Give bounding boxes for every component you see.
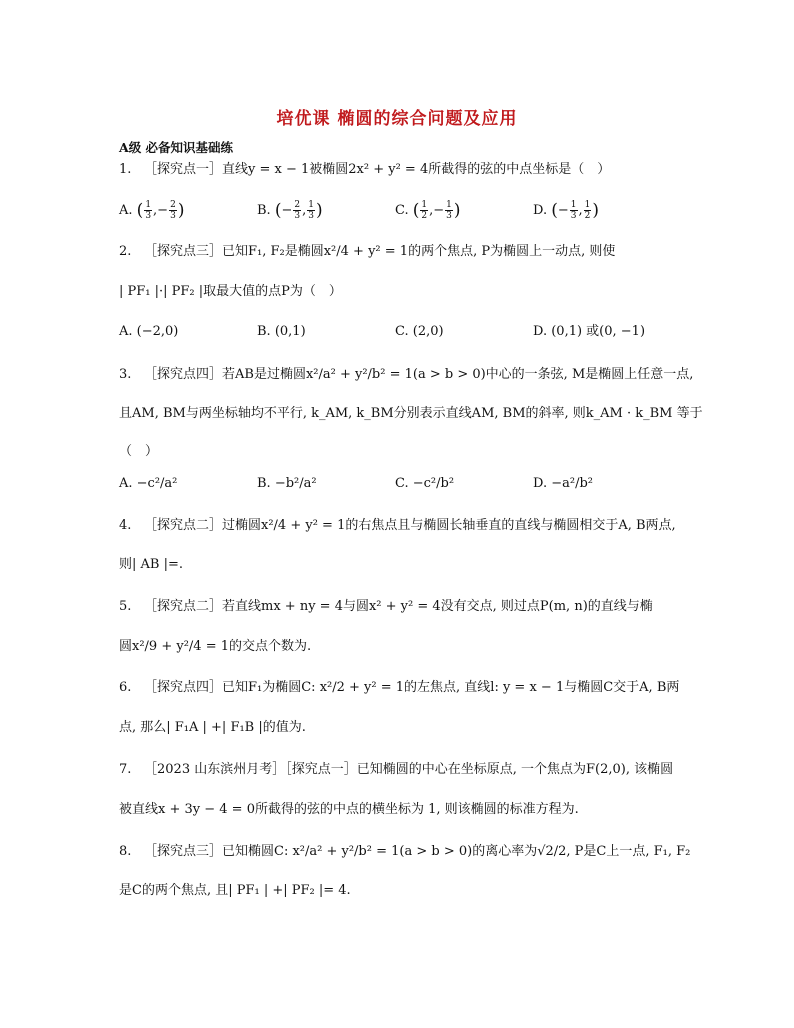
question-text: ［探究点一］直线y = x − 1被椭圆2x² + y² = 4所截得的弦的中点坐标是（ ）: [144, 162, 611, 177]
option-letter: B.: [257, 203, 271, 218]
question-6-stem-cont: 点, 那么| F₁A | +| F₁B |的值为.: [119, 720, 306, 735]
question-number: 8.: [119, 844, 132, 859]
question-number: 5.: [119, 599, 132, 614]
question-text: ［探究点四］已知F₁为椭圆C: x²/2 + y² = 1的左焦点, 直线l: y = x − 1与椭圆C交于A, B两: [144, 680, 680, 695]
q1-option-a: A. ( $\frac{1}{3}$ ,− $\frac{2}{3}$ ): [119, 200, 185, 221]
question-number: 6.: [119, 680, 132, 695]
question-number: 2.: [119, 244, 132, 259]
question-2-stem-cont: | PF₁ |·| PF₂ |取最大值的点P为（ ）: [119, 284, 342, 299]
q3-option-a: A. −c²/a²: [119, 476, 178, 491]
q3-option-c: C. −c²/b²: [395, 476, 455, 491]
question-number: 4.: [119, 518, 132, 533]
question-text: ［探究点四］若AB是过椭圆x²/a² + y²/b² = 1(a > b > 0)中心的一条弦, M是椭圆上任意一点,: [144, 367, 694, 382]
option-letter: C.: [395, 203, 409, 218]
q2-option-d: D. (0,1) 或(0, −1): [533, 324, 646, 339]
question-4-stem-cont: 则| AB |=.: [119, 557, 183, 572]
question-text: ［探究点二］若直线mx + ny = 4与圆x² + y² = 4没有交点, 则过点P(m, n)的直线与椭: [144, 599, 653, 614]
question-4-stem: [119, 516, 676, 536]
question-7-stem: [119, 760, 673, 780]
q3-option-d: D. −a²/b²: [533, 476, 593, 491]
q1-option-b: B. (− $\frac{2}{3}$ , $\frac{1}{3}$ ): [257, 200, 323, 221]
question-text: ［探究点三］已知椭圆C: x²/a² + y²/b² = 1(a > b > 0)的离心率为√2/2, P是C上一点, F₁, F₂: [144, 844, 691, 859]
question-1-stem: [119, 160, 610, 180]
option-letter: A.: [119, 203, 133, 218]
question-number: 1.: [119, 162, 132, 177]
question-2-stem: [119, 242, 615, 262]
question-number: 7.: [119, 762, 132, 777]
q2-option-c: C. (2,0): [395, 324, 444, 339]
question-3-stem-cont: 且AM, BM与两坐标轴均不平行, k_AM, k_BM分别表示直线AM, BM的斜率, 则k_AM · k_BM 等于: [119, 406, 703, 421]
q3-option-b: B. −b²/a²: [257, 476, 317, 491]
question-6-stem: [119, 678, 679, 698]
option-letter: D.: [533, 203, 548, 218]
q1-option-c: C. ( $\frac{1}{2}$ ,− $\frac{1}{3}$ ): [395, 200, 461, 221]
question-8-stem: [119, 842, 690, 862]
q1-option-d: D. (− $\frac{1}{3}$ , $\frac{1}{2}$ ): [533, 200, 600, 221]
question-text: ［2023 山东滨州月考］［探究点一］已知椭圆的中心在坐标原点, 一个焦点为F(2,0), 该椭圆: [144, 762, 674, 777]
question-7-stem-cont: 被直线x + 3y − 4 = 0所截得的弦的中点的横坐标为 1, 则该椭圆的标准方程为.: [119, 802, 579, 817]
question-number: 3.: [119, 367, 132, 382]
q2-option-a: A. (−2,0): [119, 324, 179, 339]
question-3-stem: [119, 365, 693, 385]
question-text: ［探究点三］已知F₁, F₂是椭圆x²/4 + y² = 1的两个焦点, P为椭圆上一动点, 则使: [144, 244, 616, 259]
question-8-stem-cont: 是C的两个焦点, 且| PF₁ | +| PF₂ |= 4.: [119, 883, 351, 898]
q2-option-b: B. (0,1): [257, 324, 306, 339]
question-3-answer-blank: （ ）: [119, 444, 159, 459]
question-5-stem: [119, 597, 653, 617]
question-text: ［探究点二］过椭圆x²/4 + y² = 1的右焦点且与椭圆长轴垂直的直线与椭圆相交于A, B两点,: [144, 518, 676, 533]
section-heading: A级 必备知识基础练: [119, 140, 234, 155]
page-title: 培优课 椭圆的综合问题及应用: [276, 109, 518, 129]
question-5-stem-cont: 圆x²/9 + y²/4 = 1的交点个数为.: [119, 639, 312, 654]
